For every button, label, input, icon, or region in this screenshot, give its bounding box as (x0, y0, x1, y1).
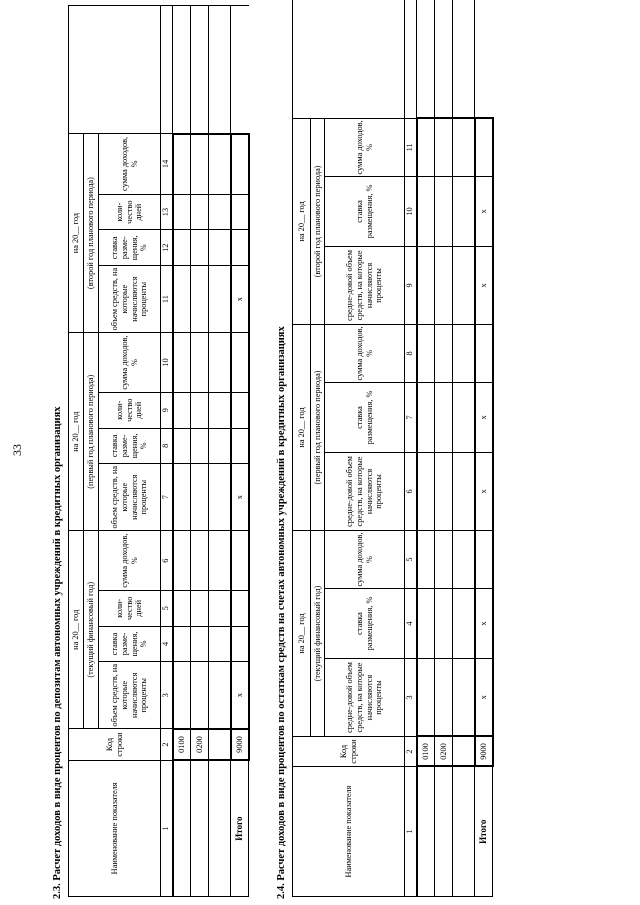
col-header: сумма доходов, % (99, 134, 161, 195)
value-cell[interactable] (435, 452, 453, 530)
total-code: 9000 (231, 729, 249, 760)
period-label: (текущий финансовый год) (84, 531, 99, 729)
value-cell[interactable] (191, 662, 209, 729)
blank-area (209, 6, 231, 134)
row-code: 0200 (191, 729, 209, 760)
blank-area (173, 6, 191, 134)
value-cell[interactable] (435, 176, 453, 246)
value-cell[interactable] (417, 589, 435, 659)
total-cell (231, 392, 249, 428)
column-number: 3 (405, 659, 417, 737)
col-header: ставка разме-щения, % (99, 428, 161, 464)
indicator-cell[interactable] (173, 760, 191, 896)
total-cell (231, 590, 249, 626)
value-cell[interactable] (191, 266, 209, 333)
col-header: объем средств, на которые начисляются проценты (99, 464, 161, 531)
value-cell[interactable] (209, 590, 231, 626)
value-cell[interactable] (191, 333, 209, 393)
total-cell: х (475, 659, 493, 737)
value-cell[interactable] (417, 118, 435, 176)
total-code: 9000 (475, 737, 493, 767)
total-cell: х (475, 382, 493, 452)
total-cell: х (475, 452, 493, 530)
value-cell[interactable] (435, 382, 453, 452)
value-cell[interactable] (417, 659, 435, 737)
total-cell[interactable] (231, 134, 249, 195)
total-cell (231, 230, 249, 266)
value-cell[interactable] (453, 659, 475, 737)
indicator-cell[interactable] (435, 767, 453, 897)
value-cell[interactable] (209, 194, 231, 230)
value-cell[interactable] (435, 589, 453, 659)
column-number: 13 (161, 194, 173, 230)
blank-area (191, 6, 209, 134)
row-code: 0100 (173, 729, 191, 760)
value-cell[interactable] (453, 382, 475, 452)
section-title: 2.3. Расчет доходов в виде процентов по депозитам автономных учреждений в кредитных организациях (52, 406, 63, 899)
blank-area (453, 0, 475, 118)
col-header: коли-чество дней (99, 194, 161, 230)
column-number: 2 (161, 729, 173, 760)
value-cell[interactable] (173, 134, 191, 195)
total-cell[interactable] (475, 530, 493, 588)
col-header: ставка размещения, % (325, 382, 405, 452)
value-cell[interactable] (209, 266, 231, 333)
col-header: сумма доходов, % (99, 333, 161, 393)
row-code (209, 729, 231, 760)
row-code (453, 737, 475, 767)
blank-area (435, 0, 453, 118)
total-cell[interactable] (231, 333, 249, 393)
value-cell[interactable] (173, 333, 191, 393)
value-cell[interactable] (209, 392, 231, 428)
indicator-cell[interactable] (453, 767, 475, 897)
column-number: 8 (405, 324, 417, 382)
value-cell[interactable] (209, 464, 231, 531)
total-cell: х (231, 266, 249, 333)
value-cell[interactable] (417, 176, 435, 246)
value-cell[interactable] (173, 428, 191, 464)
period-label: (первый год планового периода) (84, 333, 99, 531)
value-cell[interactable] (173, 464, 191, 531)
total-label: Итого (231, 760, 249, 896)
column-number: 4 (161, 626, 173, 662)
value-cell[interactable] (435, 246, 453, 324)
total-cell[interactable] (475, 118, 493, 176)
value-cell[interactable] (173, 590, 191, 626)
value-cell[interactable] (453, 118, 475, 176)
period-label: (второй год планового периода) (84, 134, 99, 333)
col-header: объем средств, на которые начисляются проценты (99, 662, 161, 729)
total-cell: х (475, 246, 493, 324)
value-cell[interactable] (417, 324, 435, 382)
value-cell[interactable] (435, 659, 453, 737)
value-cell[interactable] (453, 246, 475, 324)
value-cell[interactable] (209, 230, 231, 266)
period-label: (первый год планового периода) (311, 324, 325, 530)
value-cell[interactable] (453, 589, 475, 659)
page-number: 33 (10, 444, 24, 456)
value-cell[interactable] (173, 266, 191, 333)
total-cell (231, 194, 249, 230)
value-cell[interactable] (209, 531, 231, 591)
value-cell[interactable] (173, 531, 191, 591)
value-cell[interactable] (173, 230, 191, 266)
header-indicator-name: Наименование показателя (293, 767, 405, 897)
col-header: средне-довой объем средств, на которые начисляются проценты (325, 246, 405, 324)
indicator-cell[interactable] (209, 760, 231, 896)
col-header: сумма доходов, % (325, 530, 405, 588)
value-cell[interactable] (209, 333, 231, 393)
column-number: 7 (405, 382, 417, 452)
value-cell[interactable] (435, 530, 453, 588)
value-cell[interactable] (453, 530, 475, 588)
column-number: 5 (161, 590, 173, 626)
col-header: сумма доходов, % (325, 324, 405, 382)
period-year: на 20__ год (69, 333, 84, 531)
value-cell[interactable] (173, 662, 191, 729)
value-cell[interactable] (191, 134, 209, 195)
value-cell[interactable] (417, 530, 435, 588)
total-cell (231, 626, 249, 662)
column-number: 3 (161, 662, 173, 729)
value-cell[interactable] (417, 246, 435, 324)
value-cell[interactable] (191, 626, 209, 662)
column-number: 12 (161, 230, 173, 266)
blank-area (405, 0, 417, 118)
value-cell[interactable] (191, 590, 209, 626)
column-number: 1 (405, 767, 417, 897)
period-label: (второй год планового периода) (311, 118, 325, 324)
row-code: 0100 (417, 737, 435, 767)
value-cell[interactable] (417, 382, 435, 452)
column-number: 9 (161, 392, 173, 428)
value-cell[interactable] (209, 626, 231, 662)
blank-area (475, 0, 493, 118)
account-balance-income-table (292, 0, 494, 897)
value-cell[interactable] (453, 324, 475, 382)
section-title: 2.4. Расчет доходов в виде процентов по остаткам средств на счетах автономных учреждений в кредитных организациях (276, 326, 287, 899)
total-label: Итого (475, 767, 493, 897)
header-row-code: Код строки (293, 737, 405, 767)
value-cell[interactable] (173, 626, 191, 662)
column-number: 7 (161, 464, 173, 531)
column-number: 4 (405, 589, 417, 659)
period-year: на 20__ год (293, 118, 311, 324)
value-cell[interactable] (191, 464, 209, 531)
col-header: ставка размещения, % (325, 176, 405, 246)
value-cell[interactable] (173, 194, 191, 230)
column-number: 6 (161, 531, 173, 591)
col-header: ставка разме-щения, % (99, 626, 161, 662)
column-number: 6 (405, 452, 417, 530)
blank-area (69, 6, 161, 134)
blank-area (293, 0, 405, 118)
total-cell: х (475, 589, 493, 659)
col-header: объем средств, на которые начисляются проценты (99, 266, 161, 333)
blank-area (417, 0, 435, 118)
value-cell[interactable] (191, 194, 209, 230)
indicator-cell[interactable] (417, 767, 435, 897)
col-header: сумма доходов, % (99, 531, 161, 591)
column-number: 8 (161, 428, 173, 464)
header-row-code: Код строки (69, 729, 161, 760)
col-header: средне-довой объем средств, на которые начисляются проценты (325, 452, 405, 530)
column-number: 5 (405, 530, 417, 588)
value-cell[interactable] (435, 324, 453, 382)
row-code: 0200 (435, 737, 453, 767)
period-year: на 20__ год (293, 530, 311, 736)
total-cell (231, 428, 249, 464)
header-indicator-name: Наименование показателя (69, 760, 161, 896)
column-number: 11 (161, 266, 173, 333)
value-cell[interactable] (191, 428, 209, 464)
value-cell[interactable] (209, 662, 231, 729)
column-number: 9 (405, 246, 417, 324)
column-number: 10 (405, 176, 417, 246)
value-cell[interactable] (453, 452, 475, 530)
column-number: 2 (405, 737, 417, 767)
total-cell[interactable] (231, 531, 249, 591)
total-cell: х (231, 662, 249, 729)
total-cell: х (231, 464, 249, 531)
period-year: на 20__ год (69, 531, 84, 729)
value-cell[interactable] (191, 230, 209, 266)
value-cell[interactable] (191, 531, 209, 591)
value-cell[interactable] (435, 118, 453, 176)
blank-area (161, 6, 173, 134)
column-number: 1 (161, 760, 173, 896)
col-header: средне-довой объем средств, на которые начисляются проценты (325, 659, 405, 737)
column-number: 10 (161, 333, 173, 393)
period-label: (текущий финансовый год) (311, 530, 325, 736)
value-cell[interactable] (209, 134, 231, 195)
period-year: на 20__ год (69, 134, 84, 333)
col-header: коли-чество дней (99, 590, 161, 626)
deposit-income-table (68, 5, 250, 897)
value-cell[interactable] (173, 392, 191, 428)
col-header: коли-чество дней (99, 392, 161, 428)
total-cell: х (475, 176, 493, 246)
blank-area (231, 6, 249, 134)
total-cell[interactable] (475, 324, 493, 382)
col-header: сумма доходов, % (325, 118, 405, 176)
value-cell[interactable] (191, 392, 209, 428)
col-header: ставка разме-щения, % (99, 230, 161, 266)
value-cell[interactable] (417, 452, 435, 530)
value-cell[interactable] (209, 428, 231, 464)
indicator-cell[interactable] (191, 760, 209, 896)
col-header: ставка размещения, % (325, 589, 405, 659)
column-number: 11 (405, 118, 417, 176)
value-cell[interactable] (453, 176, 475, 246)
period-year: на 20__ год (293, 324, 311, 530)
column-number: 14 (161, 134, 173, 195)
